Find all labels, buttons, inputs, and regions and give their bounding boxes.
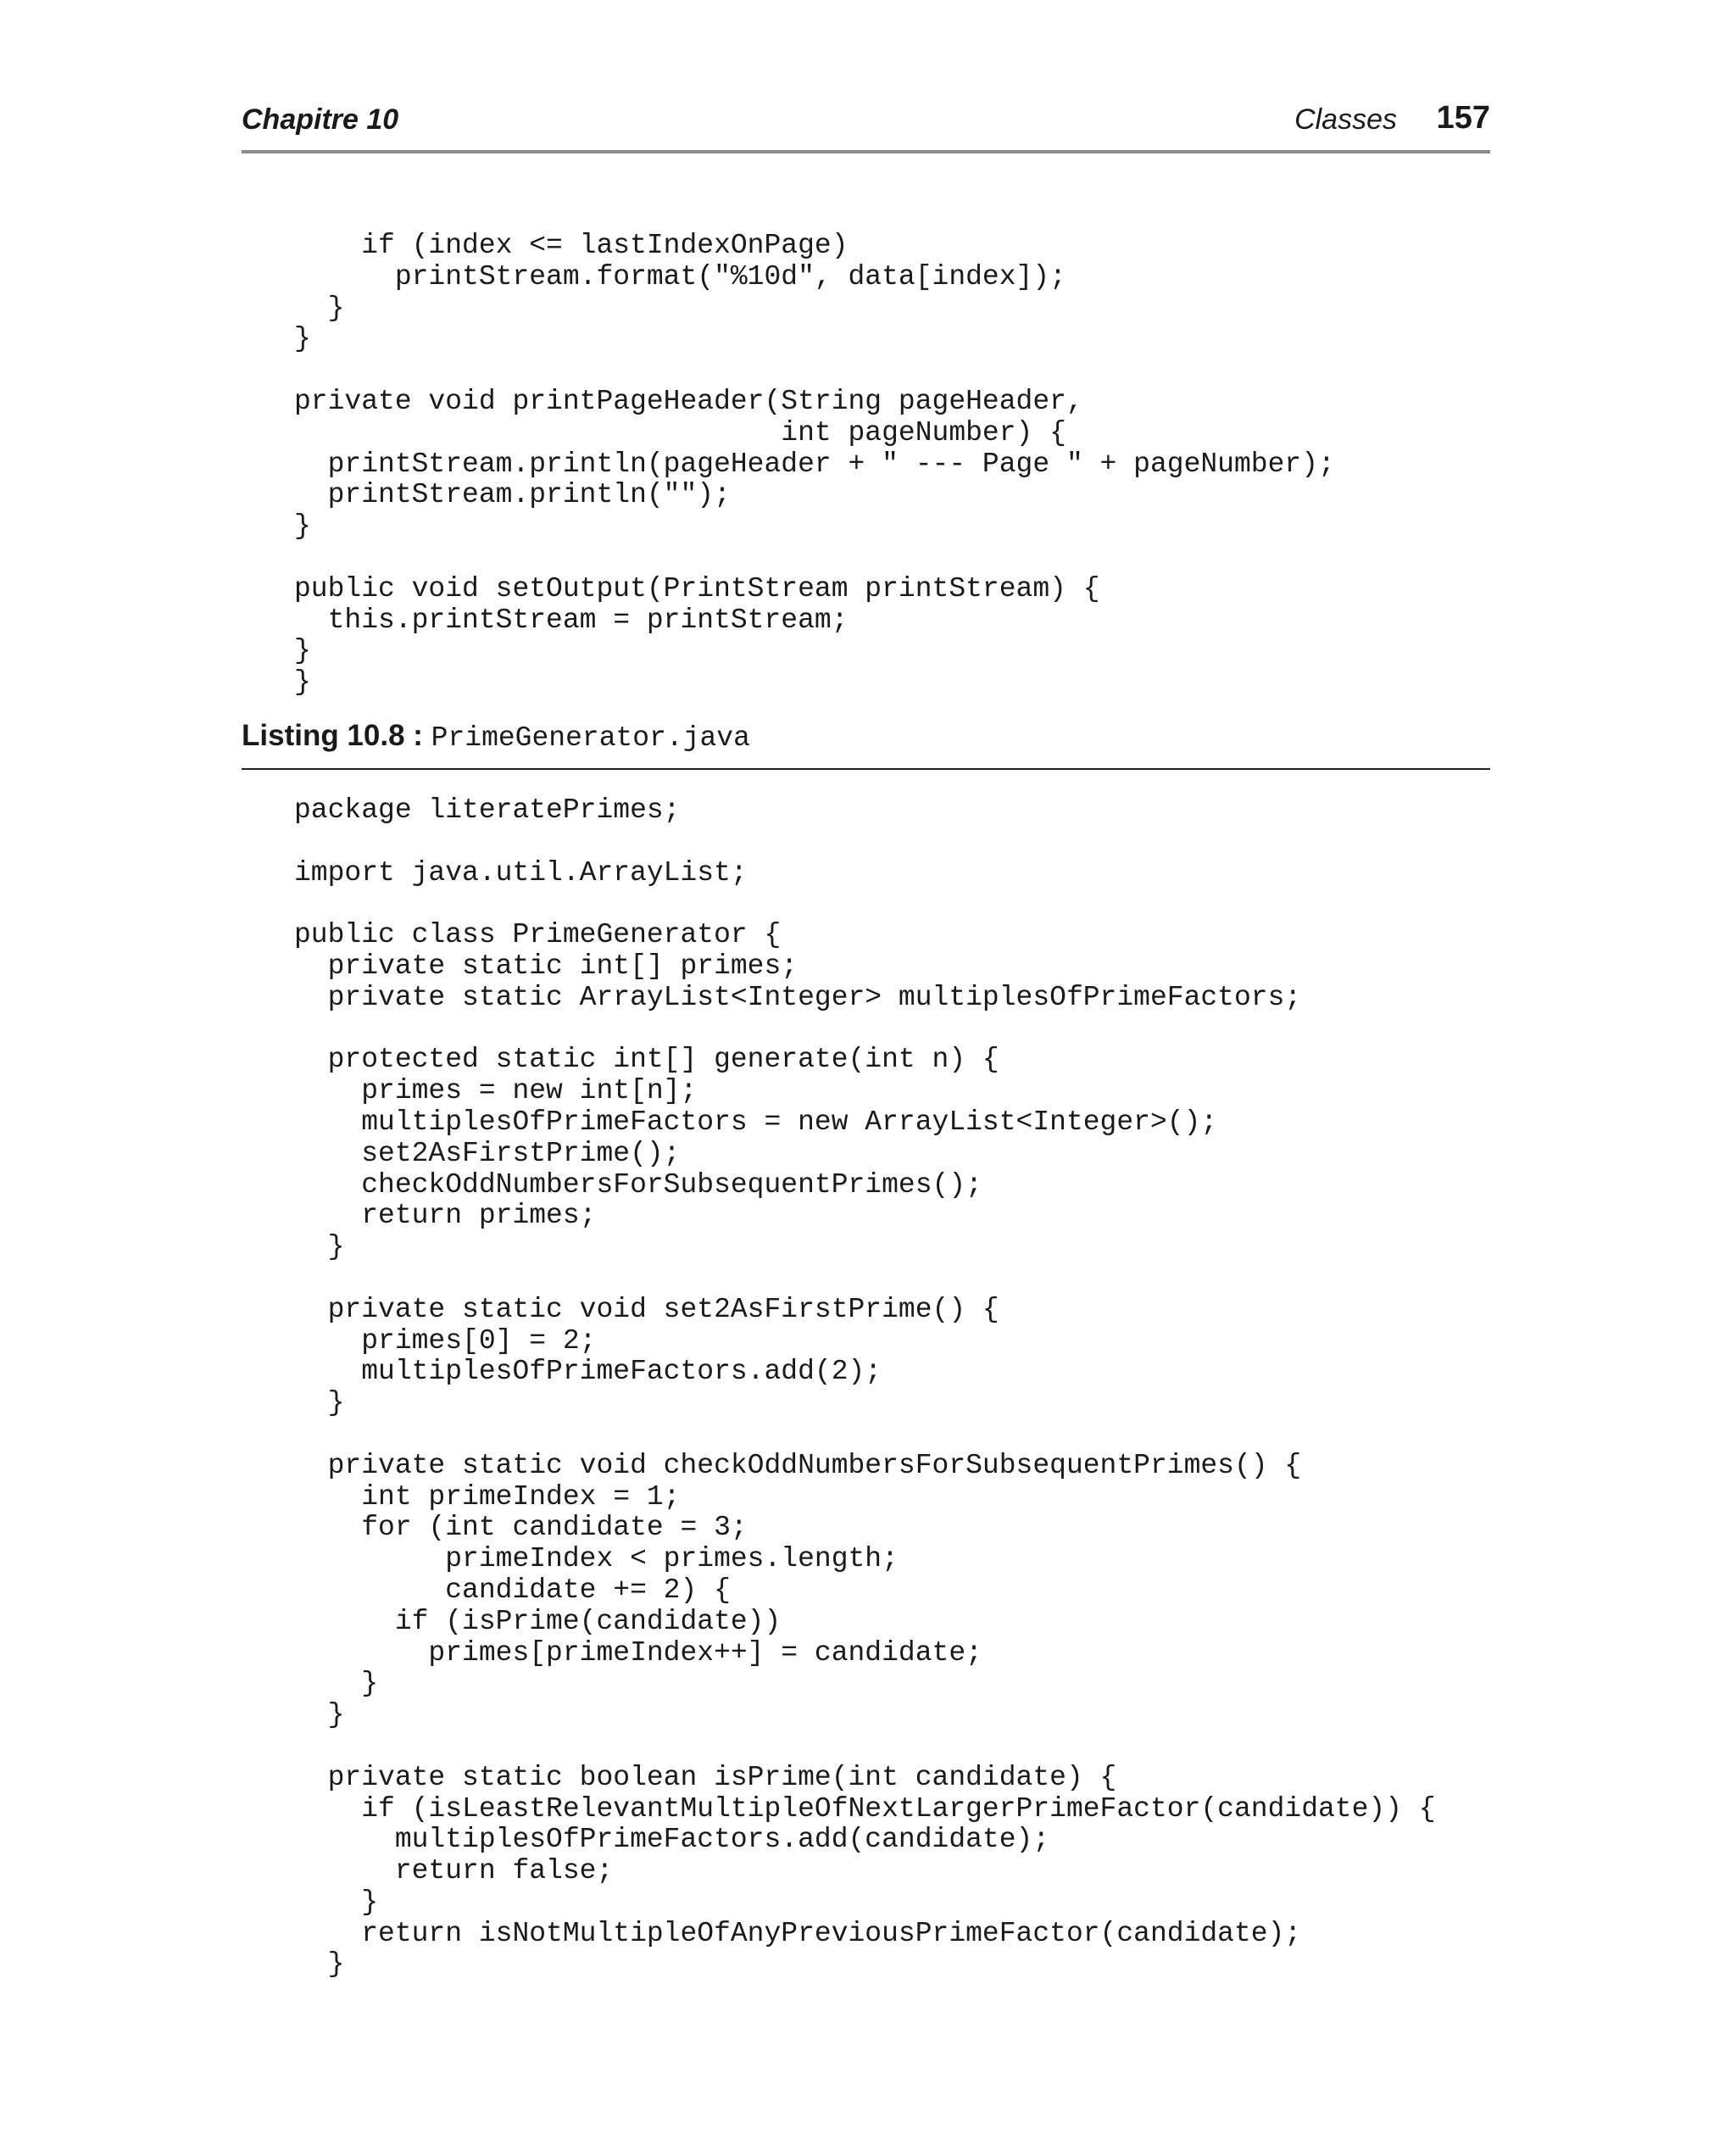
code-block-closing-brace: } <box>294 666 311 698</box>
chapter-label: Chapitre 10 <box>242 103 399 136</box>
section-label: Classes <box>1294 103 1397 136</box>
header-divider <box>242 150 1490 153</box>
code-block-continued: if (index <= lastIndexOnPage) printStream.format("%10d", data[index]); } } private void printPageHeader(String pageHeader, int pageNumber) { printStream.println(pageHeader + " --- Page " + pageNumber); printStream.println(""); } public void setOutput(PrintStream printStream) { this.printStream = printStream; } <box>294 230 1335 667</box>
listing-divider <box>242 768 1490 770</box>
code-block-listing: package literatePrimes; import java.util.ArrayList; public class PrimeGenerator { private static int[] primes; private static ArrayList<Integer> multiplesOfPrimeFactors; protected static int[] generate(int n) { primes = new int[n]; multiplesOfPrimeFactors = new ArrayList<Integer>(); set2AsFirstPrime(); checkOddNumbersForSubsequentPrimes(); return primes; } private static void set2AsFirstPrime() { primes[0] = 2; multiplesOfPrimeFactors.add(2); } private static void checkOddNumbersForSubsequentPrimes() { int primeIndex = 1; for (int candidate = 3; primeIndex < primes.length; candidate += 2) { if (isPrime(candidate)) primes[primeIndex++] = candidate; } } private static boolean isPrime(int candidate) { if (isLeastRelevantMultipleOfNextLargerPrimeFactor(candidate)) { multiplesOfPrimeFactors.add(candidate); return false; } return isNotMultipleOfAnyPreviousPrimeFactor(candidate); } <box>294 794 1436 1981</box>
page-header <box>242 100 1490 154</box>
listing-caption <box>242 719 750 754</box>
page-number: 157 <box>1436 100 1490 136</box>
listing-filename: PrimeGenerator.java <box>431 722 750 754</box>
listing-label: Listing 10.8 : <box>242 719 431 752</box>
